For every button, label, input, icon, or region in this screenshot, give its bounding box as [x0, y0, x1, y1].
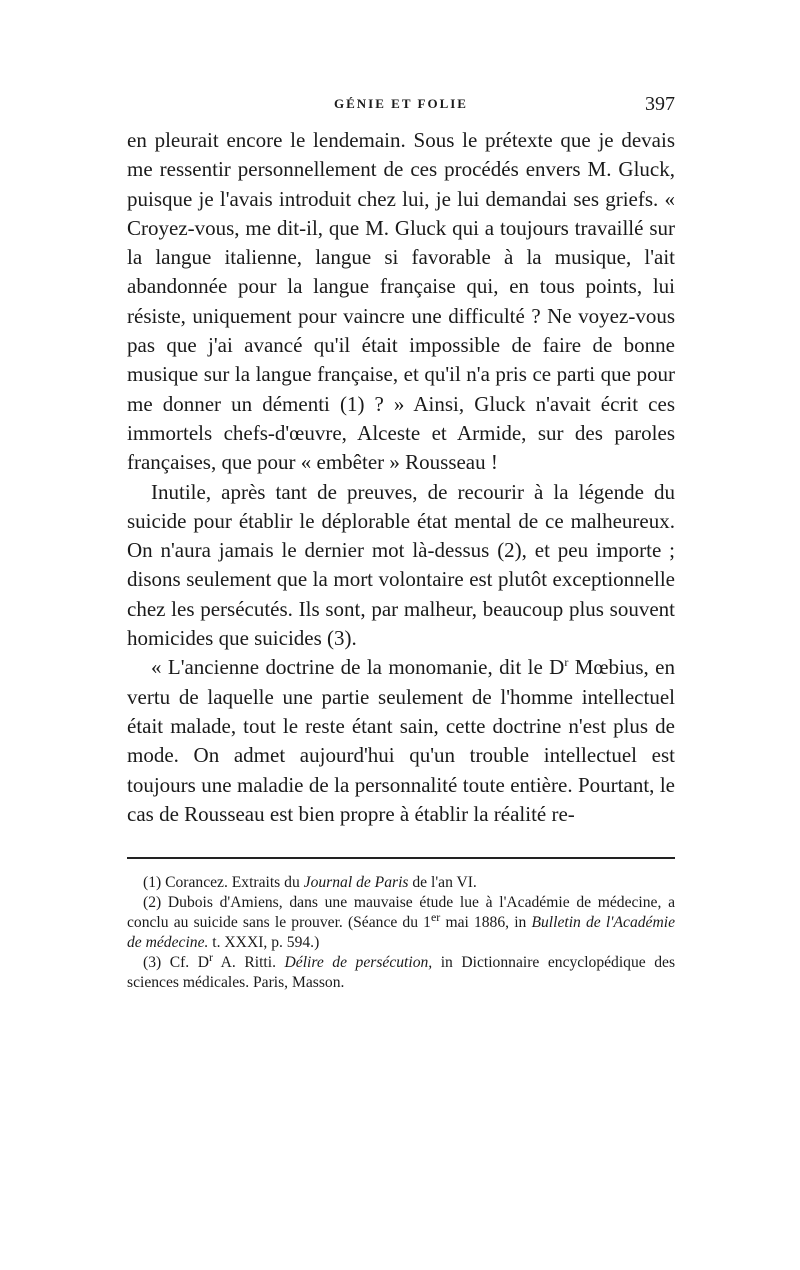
- footnote-1: [127, 873, 675, 893]
- paragraph: [127, 653, 675, 829]
- text-run: Mœbius, en vertu de laquelle une partie seulement de l'homme intellectuel était malade, tout le reste étant sain, cette doctrine n'est plus de mode. On admet aujourd'hui qu'un trouble intellectuel est toujours une maladie de la personnalité toute entière. Pourtant, le cas de Rousseau est bien propre à établir la réalité re-: [127, 655, 675, 826]
- text-run: in Dictionnaire encyclopédique des sciences médicales. Paris, Masson.: [127, 954, 676, 992]
- text-run: « L'ancienne doctrine de la monomanie, dit le D: [151, 655, 565, 680]
- text-run: de l'an VI.: [408, 874, 477, 892]
- text-run: (1) Corancez. Extraits du: [143, 874, 304, 892]
- footnote-3: [127, 949, 676, 993]
- footnotes: [127, 873, 675, 993]
- italic-title: Journal de Paris: [303, 874, 409, 892]
- italic-title: Délire de persécution,: [284, 954, 433, 972]
- book-page: [127, 93, 676, 993]
- page-number: 397: [645, 93, 675, 115]
- running-title: GÉNIE ET FOLIE: [334, 96, 468, 111]
- text-run: (2) Dubois d'Amiens, dans une mauvaise étude lue à l'Académie de médecine, a conclu au suicide sans le prouver. (Séance du 1: [127, 894, 675, 932]
- superscript: r: [564, 655, 569, 670]
- paragraph: en pleurait encore le lendemain. Sous le prétexte que je devais me ressentir personnellement de ces procédés envers M. Gluck, puisque je l'avais introduit chez lui, je lui demandai ses griefs. « Croyez-vous, me dit-il, que M. Gluck qui a toujours travaillé sur la langue italienne, langue si favorable à la musique, l'ait abandonnée pour la langue française qui, en tous points, lui résiste, uniquement pour vaincre une difficulté ? Ne voyez-vous pas que j'ai avancé qu'il était impossible de faire de bonne musique sur la langue française, et qu'il n'a pris ce parti que pour me donner un démenti (1) ? » Ainsi, Gluck n'avait écrit ces immortels chefs-d'œuvre, Alceste et Armide, sur des paroles françaises, que pour « embêter » Rousseau !: [127, 128, 675, 475]
- text-run: mai 1886, in: [440, 914, 532, 932]
- text-run: A. Ritti.: [213, 954, 285, 972]
- superscript: er: [430, 909, 441, 924]
- footnote-divider: [127, 857, 675, 859]
- paragraph: Inutile, après tant de preuves, de recourir à la légende du suicide pour établir le déplorable état mental de ce malheureux. On n'aura jamais le dernier mot là-dessus (2), et peu importe ; disons seulement que la mort volontaire est plutôt exceptionnelle chez les persécutés. Ils sont, par malheur, beaucoup plus souvent homicides que suicides (3).: [127, 479, 675, 651]
- main-text: [127, 126, 675, 829]
- italic-title: Bulletin de l'Académie de médecine.: [127, 914, 675, 952]
- text-run: t. XXXI, p. 594.): [208, 934, 320, 952]
- superscript: r: [209, 949, 213, 964]
- text-run: (3) Cf. D: [143, 954, 209, 972]
- footnote-2: [127, 893, 675, 953]
- running-head: [127, 93, 675, 124]
